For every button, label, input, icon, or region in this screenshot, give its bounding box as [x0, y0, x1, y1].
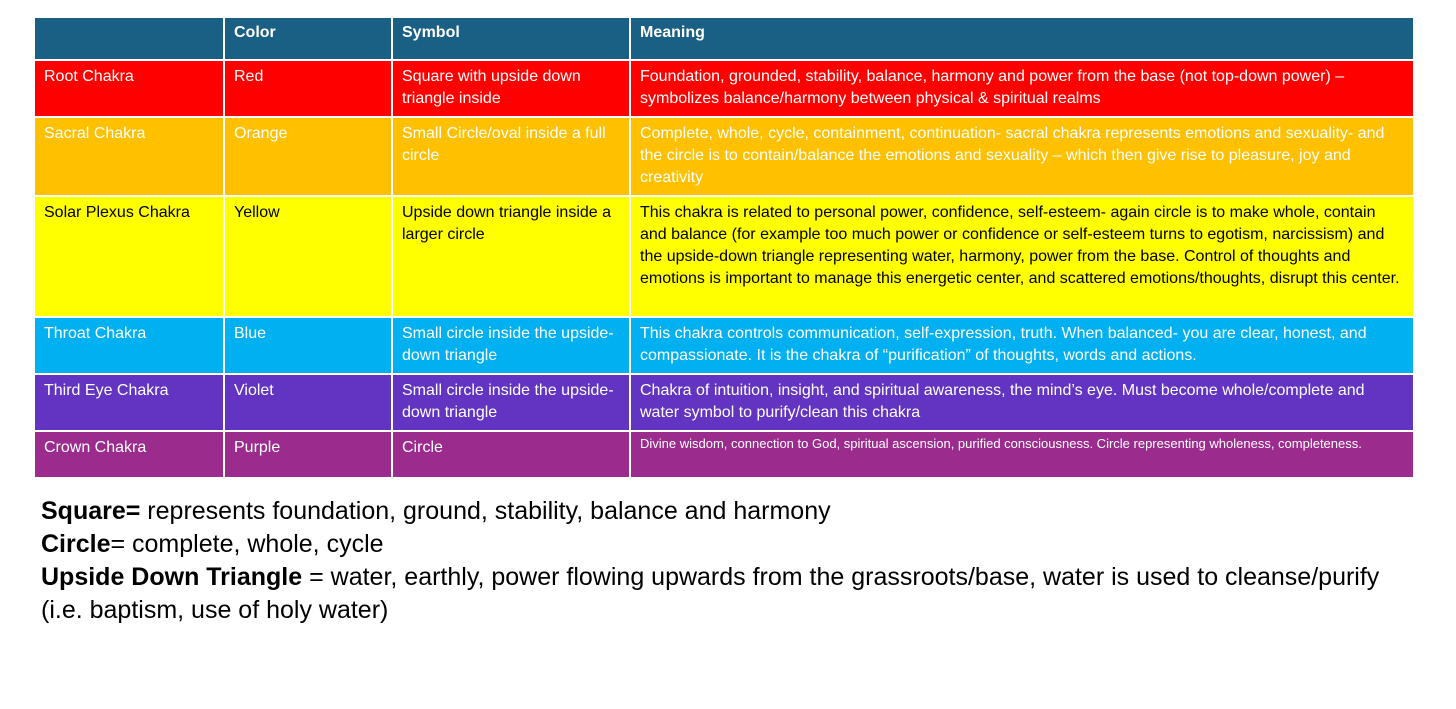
note-triangle: [41, 561, 1421, 627]
chakra-meaning: This chakra is related to personal power, confidence, self-esteem- again circle is to make whole, contain and balance (for example too much power or confidence or self-esteem turns to egotism, narcissism) and the upside-down triangle representing water, harmony, power from the base. Control of thoughts and emotions is important to manage this energetic center, and scattered emotions/thoughts, disrupt this center.: [630, 196, 1414, 317]
chakra-table: [33, 16, 1415, 479]
chakra-meaning: This chakra controls communication, self-expression, truth. When balanced- you are clear, honest, and compassionate. It is the chakra of “purification” of thoughts, words and actions.: [630, 317, 1414, 374]
table-row-third-eye: [34, 374, 1414, 431]
chakra-name: Crown Chakra: [34, 431, 224, 478]
chakra-symbol: Small Circle/oval inside a full circle: [392, 117, 630, 196]
chakra-meaning: Chakra of intuition, insight, and spiritual awareness, the mind’s eye. Must become whole/complete and water symbol to purify/clean this chakra: [630, 374, 1414, 431]
chakra-name: Throat Chakra: [34, 317, 224, 374]
header-color: Color: [224, 17, 392, 60]
table-header-row: [34, 17, 1414, 60]
note-circle: [41, 528, 1421, 561]
chakra-name: Root Chakra: [34, 60, 224, 117]
table-row-sacral: [34, 117, 1414, 196]
chakra-color: Violet: [224, 374, 392, 431]
table-row-root: [34, 60, 1414, 117]
header-symbol: Symbol: [392, 17, 630, 60]
symbol-legend: [41, 495, 1421, 627]
chakra-symbol: Circle: [392, 431, 630, 478]
note-term: Square=: [41, 497, 141, 525]
chakra-symbol: Square with upside down triangle inside: [392, 60, 630, 117]
note-square: [41, 495, 1421, 528]
chakra-color: Yellow: [224, 196, 392, 317]
chakra-symbol: Small circle inside the upside- down triangle: [392, 374, 630, 431]
chakra-meaning: Complete, whole, cycle, containment, continuation- sacral chakra represents emotions and sexuality- and the circle is to contain/balance the emotions and sexuality – which then give rise to pleasure, joy and creativity: [630, 117, 1414, 196]
table-row-crown: [34, 431, 1414, 478]
chakra-name: Third Eye Chakra: [34, 374, 224, 431]
chakra-meaning: Divine wisdom, connection to God, spiritual ascension, purified consciousness. Circle representing wholeness, completeness.: [630, 431, 1414, 478]
header-meaning: Meaning: [630, 17, 1414, 60]
chakra-symbol: Upside down triangle inside a larger circle: [392, 196, 630, 317]
chakra-color: Purple: [224, 431, 392, 478]
note-term: Circle: [41, 530, 111, 558]
chakra-name: Solar Plexus Chakra: [34, 196, 224, 317]
chakra-meaning: Foundation, grounded, stability, balance, harmony and power from the base (not top-down power) – symbolizes balance/harmony between physical & spiritual realms: [630, 60, 1414, 117]
chakra-color: Blue: [224, 317, 392, 374]
chakra-symbol: Small circle inside the upside- down triangle: [392, 317, 630, 374]
note-text: represents foundation, ground, stability, balance and harmony: [140, 497, 831, 525]
table-row-solar-plexus: [34, 196, 1414, 317]
note-text: = water, earthly, power flowing upwards from the grassroots/base, water is used to cleanse/purify (i.e. baptism, use of holy water): [41, 563, 1380, 624]
chakra-color: Red: [224, 60, 392, 117]
header-chakra: [34, 17, 224, 60]
chakra-color: Orange: [224, 117, 392, 196]
note-text: = complete, whole, cycle: [110, 530, 384, 558]
table-row-throat: [34, 317, 1414, 374]
chakra-name: Sacral Chakra: [34, 117, 224, 196]
note-term: Upside Down Triangle: [41, 563, 303, 591]
